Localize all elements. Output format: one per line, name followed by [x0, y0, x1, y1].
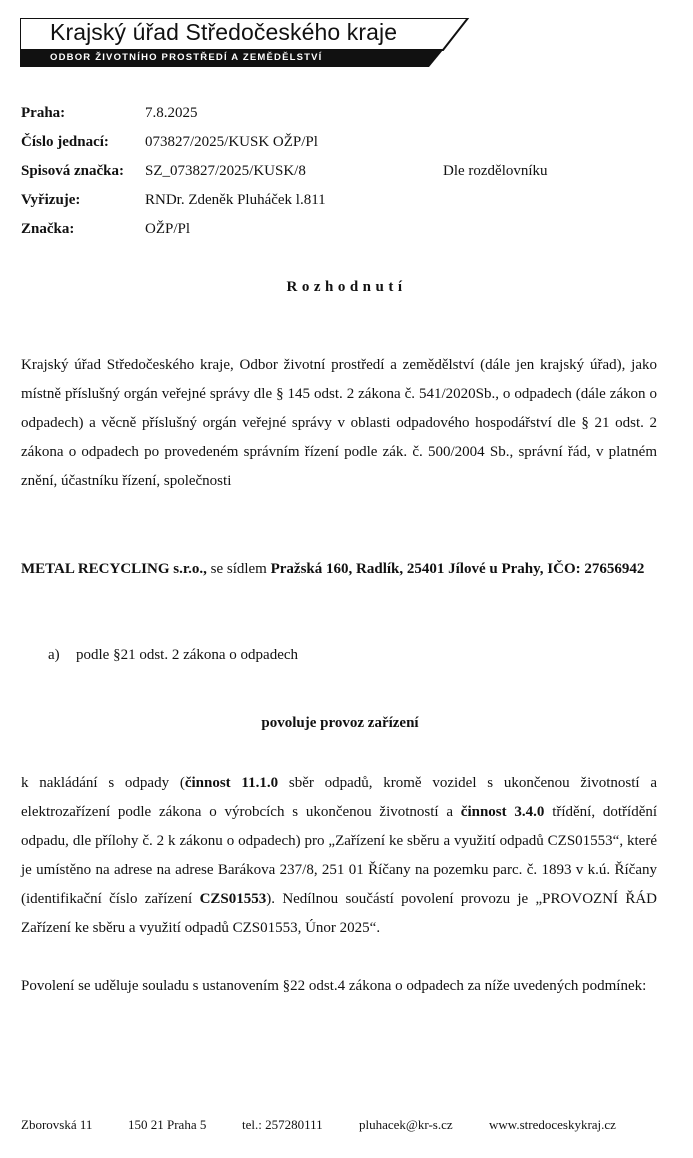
- footer-phone: tel.: 257280111: [242, 1117, 323, 1132]
- decision-heading: povoluje provoz zařízení: [261, 715, 419, 731]
- ref-label: Číslo jednací:: [21, 134, 109, 150]
- handler-label: Vyřizuje:: [21, 192, 81, 208]
- party-paragraph: [21, 555, 657, 584]
- file-label: Spisová značka:: [21, 163, 124, 179]
- footer-email[interactable]: pluhacek@kr-s.cz: [359, 1117, 453, 1132]
- party-seat-text: se sídlem: [206, 561, 271, 577]
- file-value: SZ_073827/2025/KUSK/8: [145, 163, 306, 179]
- conditions-paragraph: Povolení se uděluje souladu s ustanovením §22 odst.4 zákona o odpadech za níže uvedených podmínek:: [21, 978, 647, 994]
- handler-value: RNDr. Zdeněk Pluháček l.811: [145, 192, 326, 208]
- distribution-note: Dle rozdělovníku: [443, 163, 548, 179]
- letterhead: [20, 18, 470, 68]
- ref-value: 073827/2025/KUSK OŽP/Pl: [145, 134, 318, 150]
- body-text-4: ). Nedílnou součástí povolení provozu je „PROVOZNÍ ŘÁD Zařízení ke sběru a využití odpadů CZS01553, Únor 2025“.: [21, 891, 658, 936]
- body-text-2: sběr odpadů, kromě vozidel s ukončenou životností a elektrozařízení podle zákona o výrobcích s ukončenou životností a: [21, 775, 657, 820]
- mark-value: OŽP/Pl: [145, 221, 191, 237]
- decision-body: [21, 769, 657, 943]
- document-title: Rozhodnutí: [286, 279, 407, 295]
- body-text-3: třídění, dotřídění odpadu, dle přílohy č. 2 k zákonu o odpadech) pro „Zařízení ke sběru a využití odpadů CZS01553“, které je umístěno na adrese na adrese Barákova 237/8, 251 01 Říčany na pozemku parc. č. 1893 v k.ú. Říčany (identifikační číslo zařízení: [21, 804, 658, 907]
- footer-web[interactable]: www.stredoceskykraj.cz: [489, 1117, 616, 1132]
- intro-paragraph: Krajský úřad Středočeského kraje, Odbor životní prostředí a zemědělství (dále jen krajský úřad), jako místně příslušný orgán veřejné správy dle § 145 odst. 2 zákona č. 541/2020Sb., o odpadech (dále zákon o odpadech) a věcně příslušný orgán veřejné správy v oblasti odpadového hospodářství dle § 21 odst. 2 zákona o odpadech po provedeném správním řízení podle zák. č. 500/2004 Sb., správní řád, v platném znění, účastníku řízení, společnosti: [21, 357, 657, 489]
- party-address: Pražská 160, Radlík, 25401 Jílové u Prahy, IČO: 27656942: [270, 561, 645, 577]
- list-text: podle §21 odst. 2 zákona o odpadech: [76, 647, 299, 663]
- office-name: Krajský úřad Středočeského kraje: [50, 19, 398, 45]
- footer-street: Zborovská 11: [21, 1117, 93, 1132]
- body-text-1: k nakládání s odpady (: [21, 775, 185, 791]
- date-value: 7.8.2025: [145, 105, 198, 121]
- activity-code-1: činnost 11.1.0: [184, 775, 279, 791]
- activity-code-2: činnost 3.4.0: [460, 804, 545, 820]
- list-item: [48, 643, 298, 667]
- date-label: Praha:: [21, 105, 66, 121]
- mark-label: Značka:: [21, 221, 75, 237]
- footer-city: 150 21 Praha 5: [128, 1117, 207, 1132]
- list-marker: a): [48, 647, 60, 663]
- department-name: ODBOR ŽIVOTNÍHO PROSTŘEDÍ A ZEMĚDĚLSTVÍ: [50, 52, 323, 63]
- party-name: METAL RECYCLING s.r.o.,: [21, 561, 207, 577]
- facility-id: CZS01553: [199, 891, 267, 907]
